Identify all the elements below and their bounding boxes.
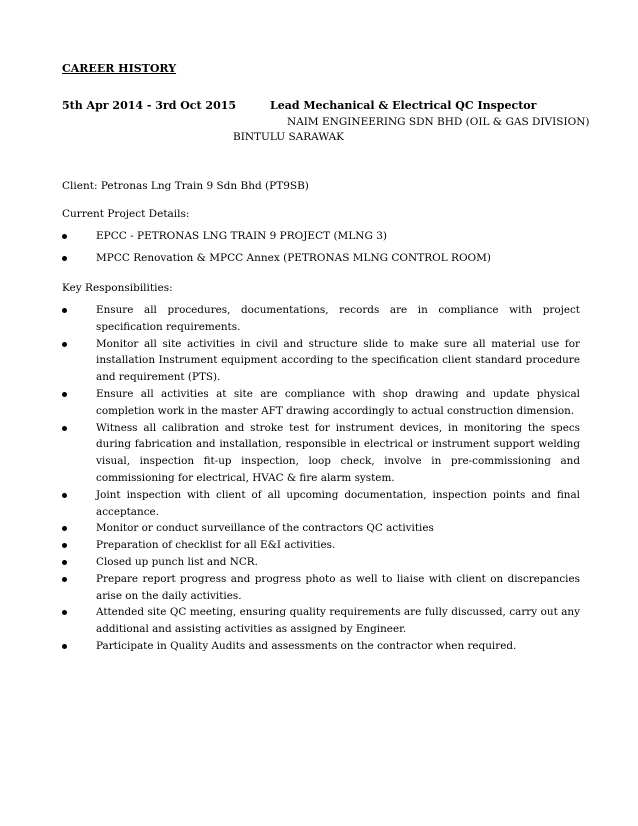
responsibility-text: Witness all calibration and stroke test for instrument devices, in monitoring the specs during fabrication and installation, responsible in electrical or instrument support welding visual, inspection fit-up inspection, loop check, involve in pre-commissioning and commissioning for electrical, HVAC & fire alarm system. <box>96 421 580 484</box>
responsibility-text: Joint inspection with client of all upcoming documentation, inspection points and final acceptance. <box>96 488 580 518</box>
bullet-icon <box>62 526 67 531</box>
list-item <box>62 228 582 244</box>
project-details-heading: Current Project Details: <box>62 208 190 220</box>
bullet-icon <box>62 543 67 548</box>
bullet-icon <box>62 610 67 615</box>
project-text: EPCC - PETRONAS LNG TRAIN 9 PROJECT (MLNG 3) <box>96 230 387 242</box>
list-item <box>62 638 580 655</box>
job-position: Lead Mechanical & Electrical QC Inspector <box>270 99 537 112</box>
employment-dates: 5th Apr 2014 - 3rd Oct 2015 <box>62 99 237 112</box>
list-item <box>62 336 580 386</box>
responsibility-text: Ensure all activities at site are compliance with shop drawing and update physical completion work in the master AFT drawing accordingly to actual construction dimension. <box>96 387 580 417</box>
bullet-icon <box>62 426 67 431</box>
responsibility-text: Attended site QC meeting, ensuring quality requirements are fully discussed, carry out any additional and assisting activities as assigned by Engineer. <box>96 606 580 636</box>
responsibility-text: Monitor or conduct surveillance of the contractors QC activities <box>96 522 434 535</box>
list-item <box>62 554 580 571</box>
list-item <box>62 571 580 605</box>
list-item <box>62 386 580 420</box>
bullet-icon <box>62 392 67 397</box>
list-item <box>62 250 582 266</box>
bullet-icon <box>62 493 67 498</box>
responsibility-text: Prepare report progress and progress photo as well to liaise with client on discrepancies arise on the daily activities. <box>96 572 580 602</box>
company-name: NAIM ENGINEERING SDN BHD (OIL & GAS DIVISION) <box>287 116 590 128</box>
bullet-icon <box>62 308 67 313</box>
responsibilities-heading: Key Responsibilities: <box>62 282 173 294</box>
bullet-icon <box>62 644 67 649</box>
list-item <box>62 487 580 521</box>
bullet-icon <box>62 577 67 582</box>
project-text: MPCC Renovation & MPCC Annex (PETRONAS MLNG CONTROL ROOM) <box>96 252 492 264</box>
job-location: BINTULU SARAWAK <box>233 131 345 143</box>
list-item <box>62 604 580 638</box>
responsibility-text: Monitor all site activities in civil and structure slide to make sure all material use for installation Instrument equipment according to the specification client standard procedure and requirement (PTS). <box>96 337 580 384</box>
client-line: Client: Petronas Lng Train 9 Sdn Bhd (PT9SB) <box>62 180 309 192</box>
bullet-icon <box>62 234 67 239</box>
section-title: CAREER HISTORY <box>62 62 177 75</box>
bullet-icon <box>62 560 67 565</box>
list-item <box>62 520 580 537</box>
list-item <box>62 537 580 554</box>
responsibility-text: Participate in Quality Audits and assessments on the contractor when required. <box>96 639 517 652</box>
responsibility-list <box>62 302 580 655</box>
project-list <box>62 228 582 272</box>
list-item <box>62 302 580 336</box>
list-item <box>62 420 580 487</box>
responsibility-text: Preparation of checklist for all E&I activities. <box>96 539 336 552</box>
responsibility-text: Ensure all procedures, documentations, records are in compliance with project specification requirements. <box>96 304 580 333</box>
bullet-icon <box>62 342 67 347</box>
bullet-icon <box>62 256 67 261</box>
responsibility-text: Closed up punch list and NCR. <box>96 555 258 568</box>
